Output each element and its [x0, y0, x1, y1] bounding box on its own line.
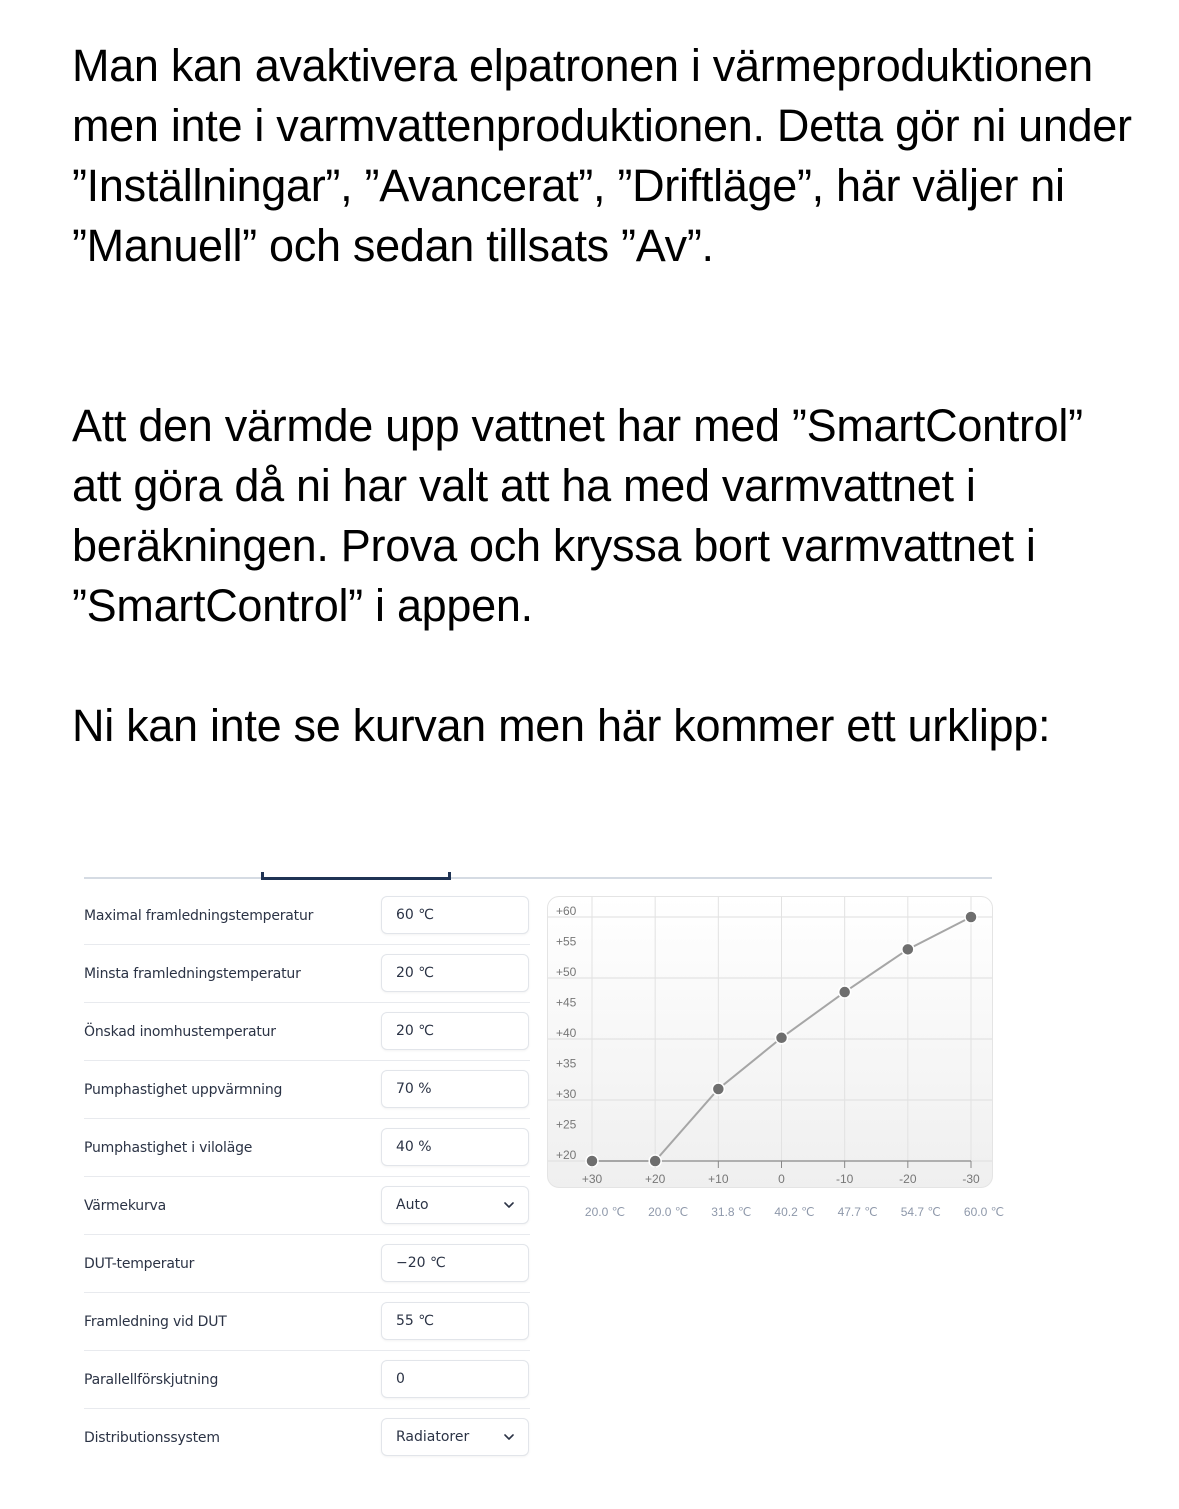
setting-value: 70 % — [396, 1081, 432, 1097]
x-tick-label: -10 — [835, 1172, 854, 1186]
setting-row — [84, 1003, 530, 1061]
x-tick-label: -20 — [899, 1172, 917, 1186]
screenshot-clipping — [0, 850, 1179, 1490]
setting-input[interactable] — [381, 1128, 529, 1166]
setting-label: DUT-temperatur — [84, 1256, 195, 1272]
chevron-down-icon — [504, 1432, 514, 1442]
setting-select[interactable] — [381, 1418, 529, 1456]
setting-label: Pumphastighet uppvärmning — [84, 1082, 283, 1098]
heating-curve-chart — [547, 896, 993, 1188]
setting-row — [84, 1351, 530, 1409]
curve-point — [776, 1032, 788, 1044]
curve-point — [586, 1155, 598, 1167]
x-tick-label: 0 — [778, 1172, 785, 1186]
curve-point — [965, 911, 977, 923]
setting-input[interactable] — [381, 1302, 529, 1340]
x-tick-label: +30 — [581, 1172, 603, 1186]
message-text: Ni kan inte se kurvan men här kommer ett urklipp: — [72, 700, 1051, 751]
curve-point — [712, 1083, 724, 1095]
curve-value-label: 20.0 ℃ — [648, 1205, 689, 1219]
y-tick-label: +30 — [556, 1087, 577, 1101]
x-tick-label: +20 — [644, 1172, 666, 1186]
setting-label: Pumphastighet i viloläge — [84, 1140, 253, 1156]
setting-value: 55 ℃ — [396, 1313, 434, 1329]
setting-value: 20 ℃ — [396, 965, 434, 981]
setting-row — [84, 1119, 530, 1177]
curve-point — [839, 986, 851, 998]
curve-value-label: 47.7 ℃ — [837, 1205, 878, 1219]
setting-row — [84, 1177, 530, 1235]
setting-value: Auto — [396, 1197, 429, 1213]
curve-point — [902, 943, 914, 955]
curve-value-label: 54.7 ℃ — [900, 1205, 941, 1219]
y-tick-label: +60 — [556, 904, 577, 918]
setting-label: Maximal framledningstemperatur — [84, 908, 314, 924]
setting-input[interactable] — [381, 1012, 529, 1050]
setting-label: Framledning vid DUT — [84, 1314, 227, 1330]
setting-input[interactable] — [381, 1360, 529, 1398]
curve-value-label: 60.0 ℃ — [963, 1205, 1005, 1219]
message-paragraph-3 — [72, 696, 1142, 756]
setting-input[interactable] — [381, 954, 529, 992]
curve-value-label: 31.8 ℃ — [711, 1205, 752, 1219]
chevron-down-icon — [504, 1200, 514, 1210]
setting-value: −20 ℃ — [396, 1255, 446, 1271]
setting-select[interactable] — [381, 1186, 529, 1224]
chart-canvas — [548, 897, 993, 1188]
message-paragraph-1 — [72, 36, 1142, 276]
setting-row — [84, 1293, 530, 1351]
y-tick-label: +35 — [556, 1056, 577, 1071]
x-tick-label: +10 — [708, 1172, 729, 1186]
y-tick-label: +55 — [556, 934, 577, 949]
setting-input[interactable] — [381, 1070, 529, 1108]
setting-label: Minsta framledningstemperatur — [84, 966, 301, 982]
curve-point — [649, 1155, 661, 1167]
setting-row — [84, 1235, 530, 1293]
setting-value: 40 % — [396, 1139, 432, 1155]
y-tick-label: +45 — [556, 995, 577, 1010]
y-tick-label: +25 — [556, 1117, 577, 1132]
setting-value: Radiatorer — [396, 1429, 470, 1445]
curve-value-label: 20.0 ℃ — [584, 1205, 626, 1219]
setting-value: 20 ℃ — [396, 1023, 434, 1039]
setting-input[interactable] — [381, 896, 529, 934]
setting-label: Värmekurva — [84, 1198, 167, 1214]
y-tick-label: +20 — [556, 1148, 577, 1162]
curve-value-label: 40.2 ℃ — [774, 1205, 815, 1219]
message-text: Man kan avaktivera elpatronen i värmeproduktionen men inte i varmvattenproduktionen. Detta gör ni under ”Inställningar”, ”Avancerat”, ”Driftläge”, här väljer ni ”Manuell” och sedan tillsats ”Av”. — [72, 40, 1132, 271]
y-tick-label: +40 — [556, 1026, 577, 1040]
setting-value: 0 — [396, 1371, 405, 1387]
setting-input[interactable] — [381, 1244, 529, 1282]
setting-row — [84, 945, 530, 1003]
setting-row — [84, 1409, 530, 1467]
message-text: Att den värmde upp vattnet har med ”SmartControl” att göra då ni har valt att ha med varmvattnet i beräkningen. Prova och kryssa bort varmvattnet i ”SmartControl” i appen. — [72, 400, 1083, 631]
tab-divider — [84, 877, 992, 879]
x-tick-label: -30 — [962, 1172, 980, 1186]
curve-value-labels — [560, 1205, 1005, 1225]
setting-value: 60 ℃ — [396, 907, 434, 923]
setting-label: Önskad inomhustemperatur — [84, 1024, 276, 1040]
setting-label: Distributionssystem — [84, 1430, 220, 1446]
active-tab-indicator — [261, 872, 451, 880]
setting-row — [84, 887, 530, 945]
y-tick-label: +50 — [556, 965, 577, 979]
setting-label: Parallellförskjutning — [84, 1372, 219, 1388]
setting-row — [84, 1061, 530, 1119]
message-paragraph-2 — [72, 396, 1142, 636]
